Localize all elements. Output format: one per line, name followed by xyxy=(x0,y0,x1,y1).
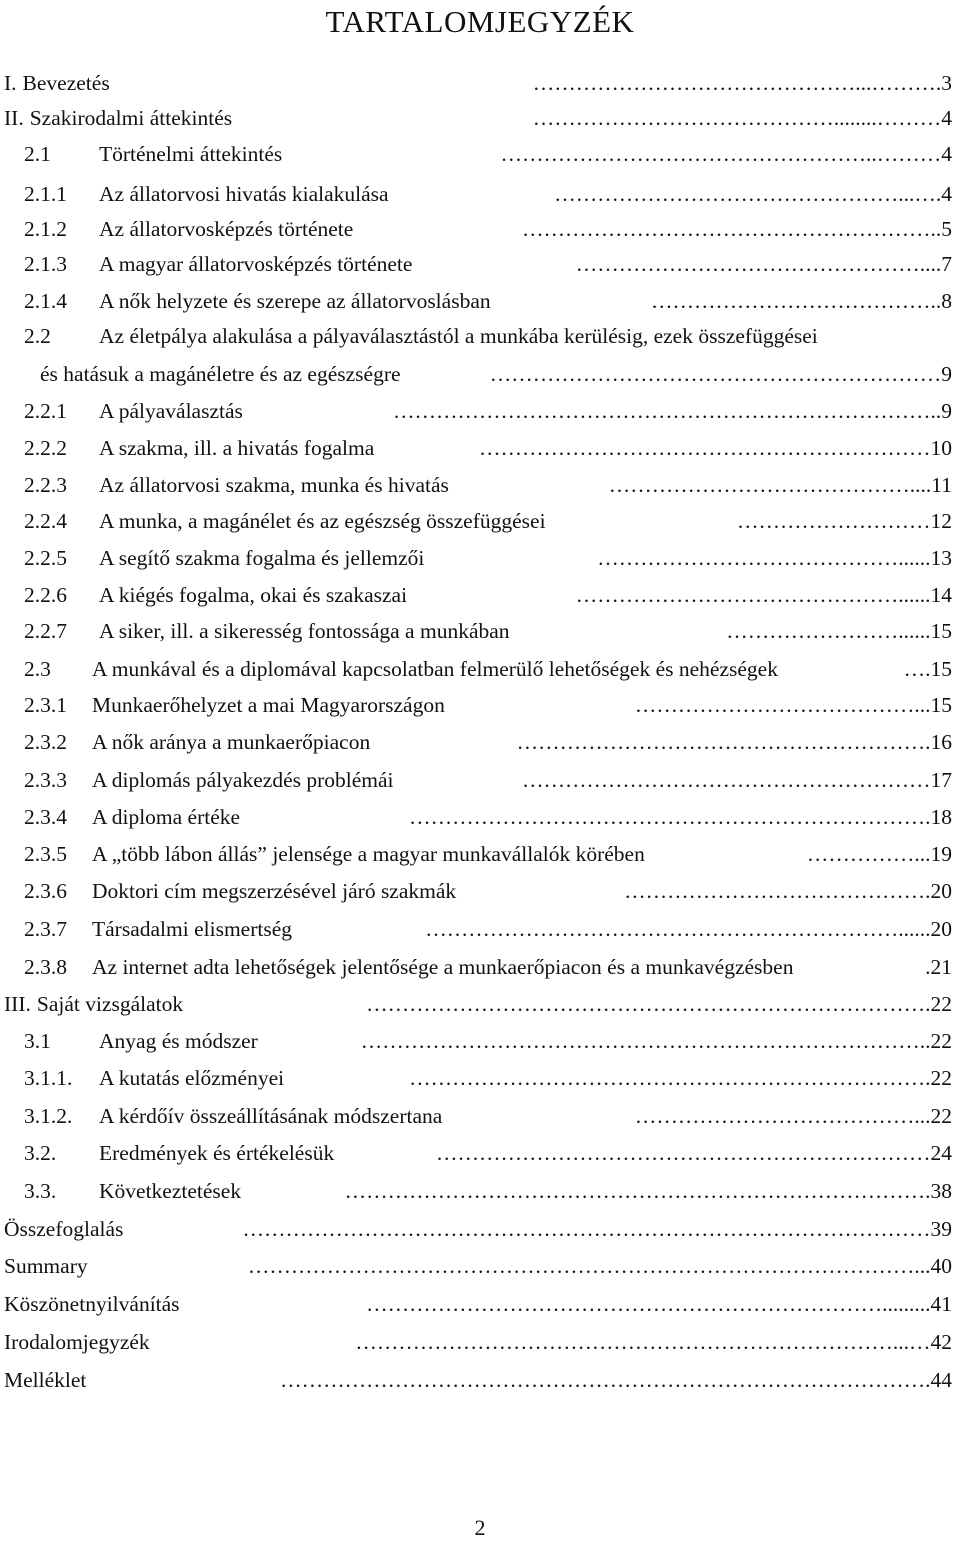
toc-entry-page: 20 xyxy=(930,917,952,941)
toc-entry-leader: ………………………………….. xyxy=(651,289,942,313)
toc-entry-label: Köszönetnyilvánítás xyxy=(4,1292,180,1316)
toc-entry-label: A diplomás pályakezdés problémái xyxy=(92,768,394,792)
toc-entry-leader: …………………………………………………………… xyxy=(436,1141,931,1165)
toc-entry-number: 2.1 xyxy=(24,142,51,166)
toc-entry-number: I. xyxy=(4,71,17,95)
toc-entry-page: 24 xyxy=(930,1141,952,1165)
toc-entry-page: 39 xyxy=(930,1217,952,1241)
toc-entry-leader: …………………………………………………………...... xyxy=(425,917,931,941)
toc-entry-label: A „több lábon állás” jelensége a magyar munkavállalók körében xyxy=(92,842,645,866)
toc-entry-page: 40 xyxy=(930,1254,952,1278)
toc-entry-label: A nők aránya a munkaerőpiacon xyxy=(92,730,371,754)
toc-entry-leader: …………………………………………………………………...… xyxy=(355,1330,931,1354)
toc-entry-number: 2.2.7 xyxy=(24,619,67,643)
toc-entry-leader: ……………………………………………………… xyxy=(479,436,931,460)
toc-entry-label: Összefoglalás xyxy=(4,1217,124,1241)
toc-entry-label: Az állatorvosi hivatás kialakulása xyxy=(99,182,389,206)
toc-entry xyxy=(24,468,952,502)
toc-entry-number: 2.2.1 xyxy=(24,399,67,423)
toc-entry-number: 2.3.3 xyxy=(24,768,67,792)
toc-entry-leader: ……………………...... xyxy=(726,619,931,643)
toc-entry xyxy=(4,1212,952,1246)
toc-entry-number: 2.3.6 xyxy=(24,879,67,903)
toc-entry-page: 22 xyxy=(930,1104,952,1128)
toc-entry-label: Saját vizsgálatok xyxy=(36,992,184,1016)
toc-entry-page: 42 xyxy=(930,1330,952,1354)
toc-entry-label: A pályaválasztás xyxy=(99,399,243,423)
toc-entry-label: A kiégés fogalma, okai és szakaszai xyxy=(99,583,408,607)
toc-entry-leader: ……………………………………………………………………. xyxy=(366,992,931,1016)
toc-entry-number: 2.3.7 xyxy=(24,917,67,941)
toc-entry xyxy=(4,1287,952,1321)
toc-entry-label: A szakma, ill. a hivatás fogalma xyxy=(99,436,375,460)
toc-entry-page: 38 xyxy=(930,1179,952,1203)
toc-entry xyxy=(24,212,952,246)
toc-entry-label: Eredmények és értékelésük xyxy=(99,1141,335,1165)
toc-entry-page: 4 xyxy=(941,182,952,206)
toc-entry xyxy=(4,1363,952,1397)
toc-entry-page: 22 xyxy=(930,992,952,1016)
toc-entry xyxy=(4,66,952,100)
toc-entry-number: 3.1.1. xyxy=(24,1066,73,1090)
toc-entry xyxy=(24,319,952,353)
toc-entry-page: 21 xyxy=(930,955,952,979)
toc-entry-number: 2.2.4 xyxy=(24,509,67,533)
toc-entry-page: 15 xyxy=(930,657,952,681)
toc-entry-number: 2.2.6 xyxy=(24,583,67,607)
toc-entry-page: .3 xyxy=(935,71,952,95)
toc-entry-leader: …………………………………………………………………………………… xyxy=(242,1217,931,1241)
toc-entry-leader: ………………………………………………….. xyxy=(522,217,942,241)
toc-entry-number: 2.2 xyxy=(24,324,51,348)
toc-entry-label: Az állatorvosképzés története xyxy=(99,217,354,241)
toc-title: TARTALOMJEGYZÉK xyxy=(325,4,635,39)
toc-entry xyxy=(24,1061,952,1095)
toc-entry-page: 7 xyxy=(941,252,952,276)
toc-entry xyxy=(24,725,952,759)
toc-entry-leader: ……………………………………. xyxy=(624,879,931,903)
toc-entry-label: Szakirodalmi áttekintés xyxy=(29,106,233,130)
toc-entry xyxy=(24,688,952,722)
toc-entry xyxy=(4,987,952,1021)
toc-entry xyxy=(24,1099,952,1133)
toc-entry xyxy=(24,578,952,612)
toc-entry-leader: …………………………………….... xyxy=(608,473,932,497)
toc-entry-page: 12 xyxy=(930,509,952,533)
toc-entry-page: 44 xyxy=(930,1368,952,1392)
toc-entry-label: Munkaerőhelyzet a mai Magyarországon xyxy=(92,693,445,717)
toc-entry-page: 5 xyxy=(941,217,952,241)
toc-entry xyxy=(24,394,952,428)
toc-entry-number: 2.3.4 xyxy=(24,805,67,829)
toc-entry-label: A siker, ill. a sikeresség fontossága a munkában xyxy=(99,619,510,643)
toc-entry-page: 15 xyxy=(930,619,952,643)
toc-entry xyxy=(4,1325,952,1359)
toc-entry-leader: …………………………………... xyxy=(634,1104,931,1128)
toc-entry-number: 3.3. xyxy=(24,1179,57,1203)
toc-entry-page: 11 xyxy=(931,473,952,497)
toc-entry-number: 3.2. xyxy=(24,1141,57,1165)
toc-entry xyxy=(24,1024,952,1058)
toc-entry-number: 2.2.5 xyxy=(24,546,67,570)
toc-entry-leader: …………………………………………………………………….. xyxy=(360,1029,931,1053)
toc-entry-page: 17 xyxy=(930,768,952,792)
toc-entry xyxy=(24,431,952,465)
toc-entry-page: 9 xyxy=(941,362,952,386)
toc-entry-page: 22 xyxy=(930,1029,952,1053)
toc-entry-leader: …………………………………………………………………………………... xyxy=(247,1254,931,1278)
toc-entry-leader: ………………………………………...... xyxy=(575,583,931,607)
toc-entry-page: 13 xyxy=(930,546,952,570)
toc-entry-page: 20 xyxy=(930,879,952,903)
toc-entry-label: A munkával és a diplomával kapcsolatban felmerülő lehetőségek és nehézségek xyxy=(92,657,778,681)
toc-entry-label: A nők helyzete és szerepe az állatorvoslásban xyxy=(99,289,491,313)
toc-entry-leader: ………………………………………………………………….. xyxy=(393,399,942,423)
toc-entry-page: 22 xyxy=(930,1066,952,1090)
toc-entry-number: 2.3.2 xyxy=(24,730,67,754)
toc-entry-number: 2.1.1 xyxy=(24,182,67,206)
toc-entry-label: A segítő szakma fogalma és jellemzői xyxy=(99,546,425,570)
toc-entry-number: III. xyxy=(4,992,31,1016)
page-number: 2 xyxy=(474,1515,486,1540)
toc-entry-leader: ……………………………………........……… xyxy=(532,106,942,130)
toc-entry xyxy=(24,614,952,648)
toc-entry xyxy=(40,357,952,391)
toc-entry-leader: …………………………………………………. xyxy=(516,730,931,754)
toc-entry-label: Az állatorvosi szakma, munka és hivatás xyxy=(99,473,449,497)
toc-entry-page: 4 xyxy=(941,106,952,130)
toc-entry xyxy=(4,1249,952,1283)
toc-entry xyxy=(24,763,952,797)
toc-entry-leader: ………………………………………………… xyxy=(522,768,931,792)
toc-entry-page: 19 xyxy=(930,842,952,866)
toc-entry xyxy=(24,800,952,834)
toc-entry-number: 2.1.4 xyxy=(24,289,67,313)
toc-entry-leader: ………………………………………….... xyxy=(575,252,942,276)
toc-entry-number: 2.1.2 xyxy=(24,217,67,241)
toc-entry xyxy=(24,950,952,984)
toc-entry xyxy=(24,652,952,686)
toc-entry-label: Társadalmi elismertség xyxy=(92,917,292,941)
toc-entry-leader: ……………………………………...... xyxy=(597,546,931,570)
toc-entry-label: Anyag és módszer xyxy=(99,1029,258,1053)
toc-entry-label: Következtetések xyxy=(99,1179,242,1203)
toc-entry-number: 2.2.3 xyxy=(24,473,67,497)
toc-entry-label: A diploma értéke xyxy=(92,805,241,829)
toc-entry-leader: ………………………………………………………………………………. xyxy=(280,1368,931,1392)
toc-entry-number: 2.3.1 xyxy=(24,693,67,717)
toc-entry-leader: …. xyxy=(903,657,931,681)
toc-entry-number: 2.3 xyxy=(24,657,51,681)
toc-entry-number: 3.1.2. xyxy=(24,1104,73,1128)
toc-entry-page: 14 xyxy=(930,583,952,607)
toc-entry-page: 41 xyxy=(930,1292,952,1316)
toc-entry xyxy=(24,284,952,318)
toc-entry-page: 9 xyxy=(941,399,952,423)
toc-entry-label: és hatásuk a magánéletre és az egészségre xyxy=(40,362,401,386)
toc-entry-label: A kutatás előzményei xyxy=(99,1066,285,1090)
toc-entry-page: 4 xyxy=(941,142,952,166)
toc-entry-leader: ……………... xyxy=(806,842,931,866)
toc-entry-label: Doktori cím megszerzésével járó szakmák xyxy=(92,879,457,903)
toc-entry-label: A munka, a magánélet és az egészség összefüggései xyxy=(99,509,546,533)
toc-entry xyxy=(24,1136,952,1170)
toc-entry xyxy=(24,541,952,575)
toc-entry-label: A kérdőív összeállításának módszertana xyxy=(99,1104,443,1128)
toc-entry xyxy=(24,177,952,211)
toc-entry xyxy=(4,101,952,135)
toc-entry-page: 15 xyxy=(930,693,952,717)
toc-entry-number: 2.3.5 xyxy=(24,842,67,866)
toc-entry-number: 2.1.3 xyxy=(24,252,67,276)
toc-entry-label: Irodalomjegyzék xyxy=(4,1330,150,1354)
toc-entry-leader: ………………………………………………………………. xyxy=(409,805,931,829)
toc-entry-page: 16 xyxy=(930,730,952,754)
toc-entry xyxy=(24,137,952,171)
toc-entry-label: Az internet adta lehetőségek jelentősége a munkaerőpiacon és a munkavégzésben xyxy=(92,955,794,979)
toc-entry-label: Történelmi áttekintés xyxy=(99,142,283,166)
toc-entry-leader: ……………………………………………..……… xyxy=(500,142,942,166)
toc-entry-label: Az életpálya alakulása a pályaválasztástól a munkába kerülésig, ezek összefüggései xyxy=(99,324,818,348)
toc-entry-page: 10 xyxy=(930,436,952,460)
toc-entry-page: 18 xyxy=(930,805,952,829)
toc-entry xyxy=(24,504,952,538)
toc-entry-leader: ………………………………………………………………......... xyxy=(366,1292,931,1316)
toc-entry xyxy=(24,837,952,871)
toc-entry-label: A magyar állatorvosképzés története xyxy=(99,252,413,276)
toc-entry-leader: ……………………………………………………… xyxy=(489,362,942,386)
toc-entry-label: Melléklet xyxy=(4,1368,87,1392)
toc-entry xyxy=(24,912,952,946)
toc-entry-label: Bevezetés xyxy=(22,71,110,95)
toc-entry-leader: …………………………………………...…. xyxy=(554,182,942,206)
toc-entry-leader: ………………………………………………………………. xyxy=(409,1066,931,1090)
toc-entry xyxy=(24,874,952,908)
toc-entry-number: 2.2.2 xyxy=(24,436,67,460)
toc-entry-number: 3.1 xyxy=(24,1029,51,1053)
toc-entry-leader: …………………………………... xyxy=(634,693,931,717)
toc-entry-leader: ……………………… xyxy=(737,509,931,533)
toc-entry-number: II. xyxy=(4,106,24,130)
toc-entry xyxy=(24,247,952,281)
toc-entry-leader: . xyxy=(925,955,931,979)
toc-entry-label: Summary xyxy=(4,1254,88,1278)
toc-entry-page: 8 xyxy=(941,289,952,313)
toc-entry xyxy=(24,1174,952,1208)
toc-entry-leader: ………………………………………………………………………. xyxy=(344,1179,931,1203)
toc-entry-number: 2.3.8 xyxy=(24,955,67,979)
toc-entry-leader: ………………………………………...……… xyxy=(532,71,936,95)
